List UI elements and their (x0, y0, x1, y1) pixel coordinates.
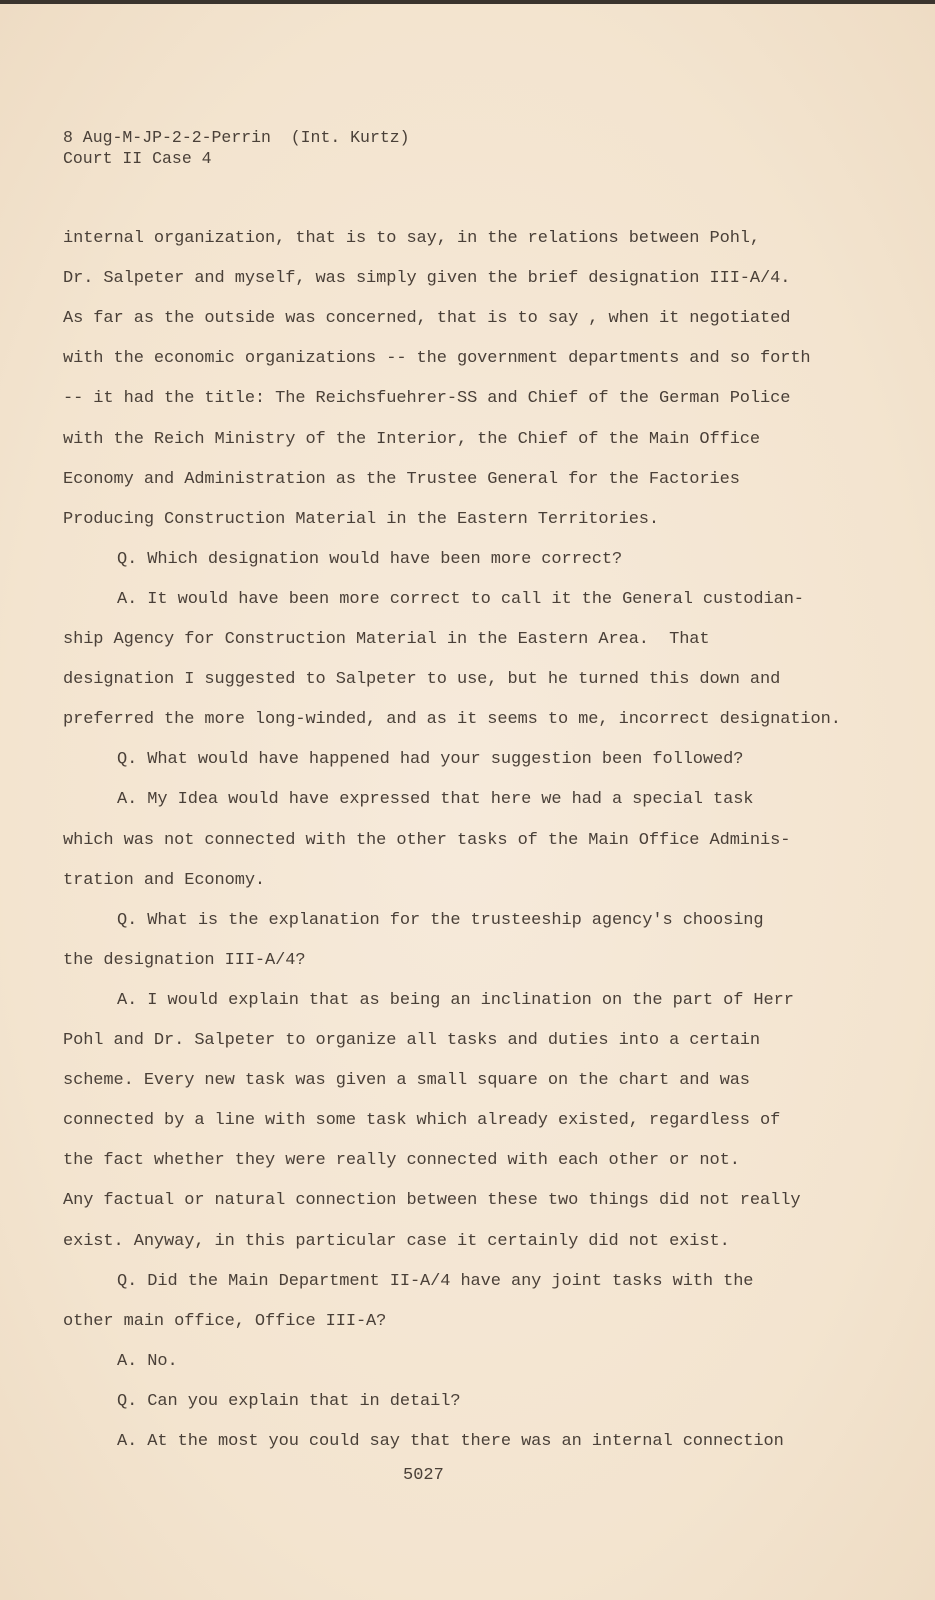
transcript-line: which was not connected with the other tasks of the Main Office Adminis- (63, 830, 791, 850)
transcript-line: Q. Can you explain that in detail? (117, 1391, 461, 1411)
transcript-line: the designation III-A/4? (63, 950, 306, 970)
transcript-line: ship Agency for Construction Material in the Eastern Area. That (63, 630, 710, 649)
page-number: 5027 (403, 1466, 444, 1485)
transcript-line: exist. Anyway, in this particular case it certainly did not exist. (63, 1231, 730, 1251)
transcript-line: Economy and Administration as the Trustee General for the Factories (63, 469, 740, 489)
transcript-line: -- it had the title: The Reichsfuehrer-SS and Chief of the German Police (63, 389, 791, 409)
transcript-line: connected by a line with some task which already existed, regardless of (63, 1111, 781, 1131)
header-line-1: 8 Aug-M-JP-2-2-Perrin (Int. Kurtz) (63, 128, 410, 147)
transcript-line: Pohl and Dr. Salpeter to organize all tasks and duties into a certain (63, 1031, 761, 1050)
transcript-line: with the Reich Ministry of the Interior, the Chief of the Main Office (63, 429, 761, 449)
transcript-line: As far as the outside was concerned, that is to say , when it negotiated (63, 309, 791, 329)
transcript-line: A. It would have been more correct to call it the General custodian- (117, 589, 804, 609)
transcript-line: A. No. (117, 1351, 178, 1371)
transcript-line: A. My Idea would have expressed that here we had a special task (117, 790, 754, 810)
transcript-line: A. At the most you could say that there was an internal connection (117, 1432, 784, 1451)
transcript-line: with the economic organizations -- the government departments and so forth (63, 349, 811, 369)
transcript-line: other main office, Office III-A? (63, 1311, 387, 1331)
transcript-line: internal organization, that is to say, in the relations between Pohl, (63, 229, 761, 248)
transcript-line: Dr. Salpeter and myself, was simply given the brief designation III-A/4. (63, 269, 791, 289)
transcript-line: scheme. Every new task was given a small square on the chart and was (63, 1071, 750, 1091)
transcript-line: preferred the more long-winded, and as it seems to me, incorrect designation. (63, 710, 841, 730)
transcript-line: tration and Economy. (63, 870, 266, 890)
transcript-line: Any factual or natural connection between these two things did not really (63, 1191, 801, 1211)
transcript-line: the fact whether they were really connected with each other or not. (63, 1151, 740, 1171)
transcript-line: Q. What would have happened had your suggestion been followed? (117, 750, 744, 770)
transcript-line: Q. Did the Main Department II-A/4 have any joint tasks with the (117, 1271, 754, 1291)
transcript-line: designation I suggested to Salpeter to use, but he turned this down and (63, 670, 781, 690)
transcript-line: Q. Which designation would have been more correct? (117, 549, 623, 569)
transcript-line: Q. What is the explanation for the trusteeship agency's choosing (117, 910, 764, 930)
transcript-line: A. I would explain that as being an inclination on the part of Herr (117, 990, 794, 1010)
header-line-2: Court II Case 4 (63, 149, 212, 168)
transcript-line: Producing Construction Material in the Eastern Territories. (63, 509, 659, 529)
scan-edge (0, 0, 935, 4)
